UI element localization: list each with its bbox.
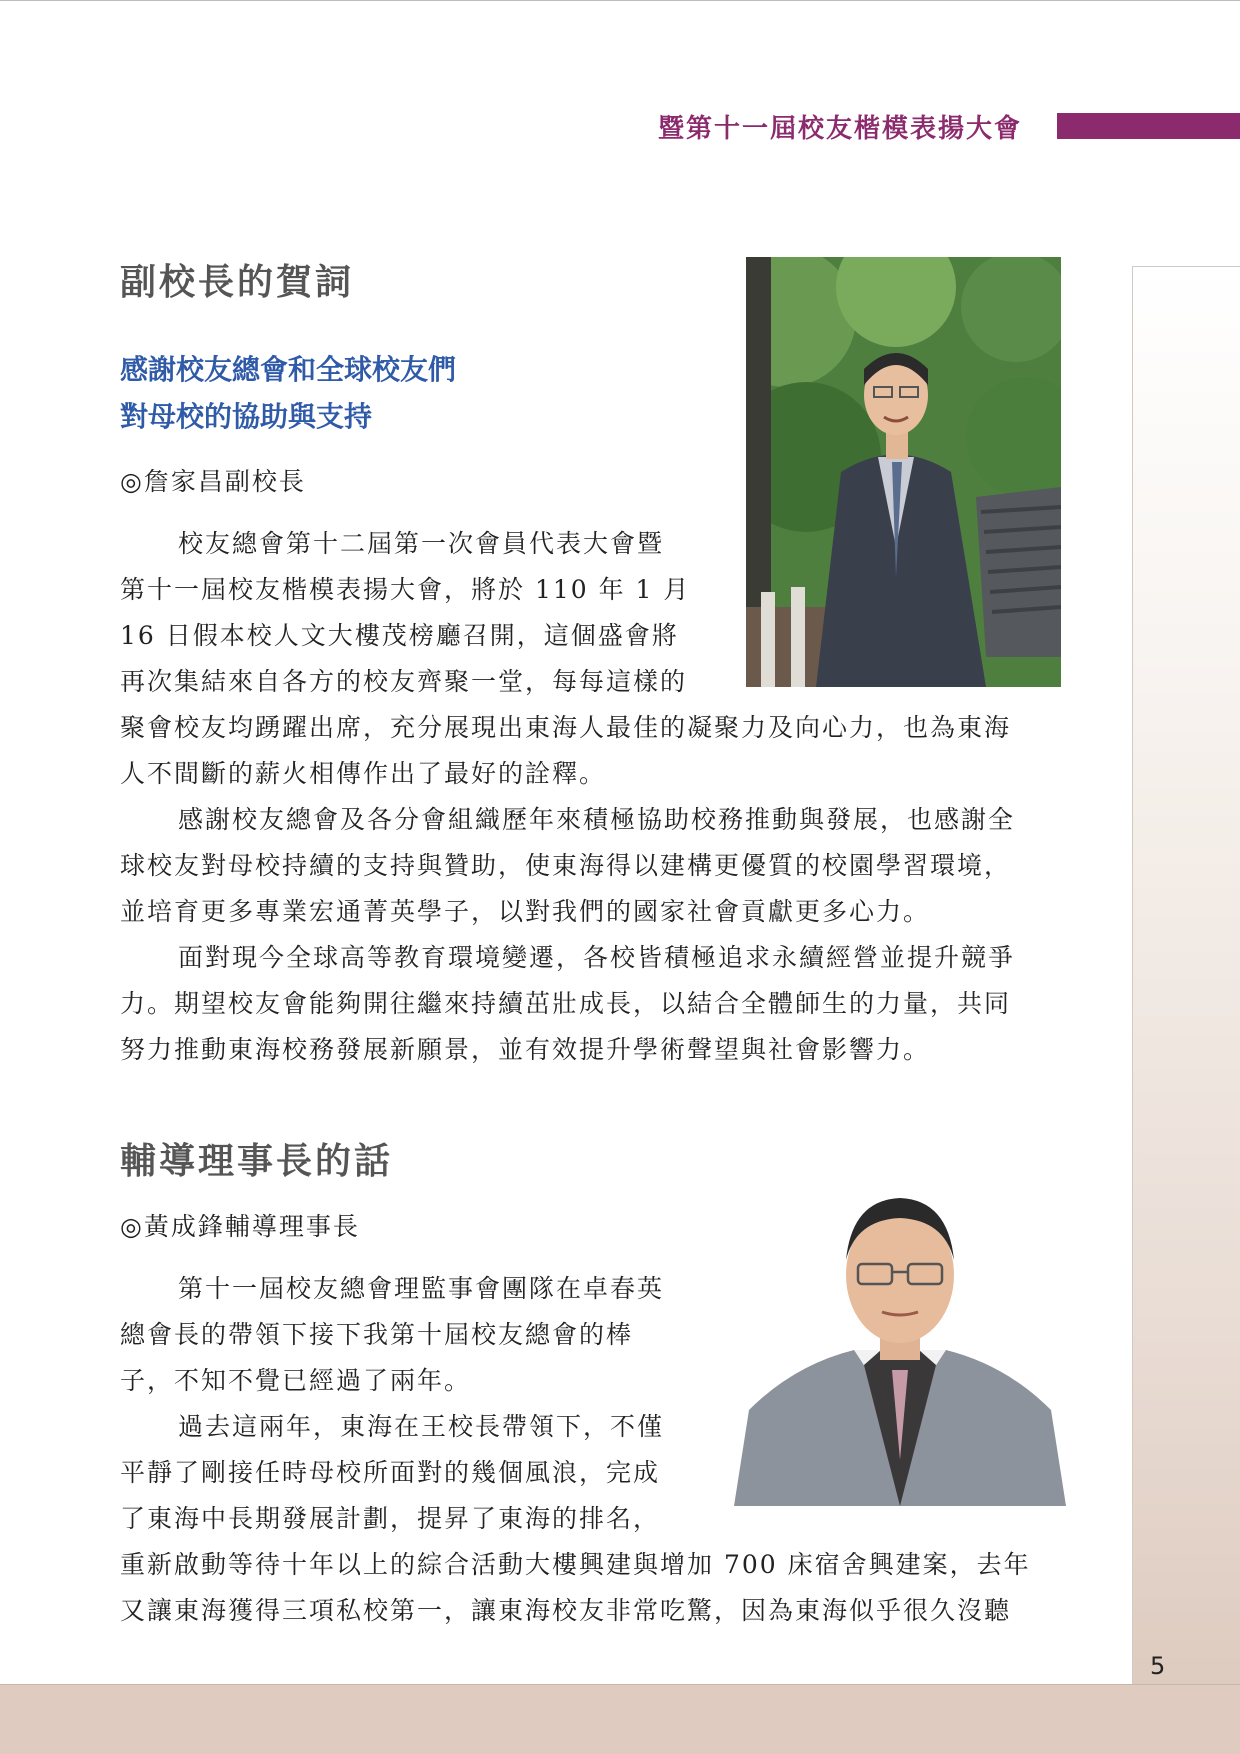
text-line: 平靜了剛接任時母校所面對的幾個風浪，完成 <box>120 1458 661 1487</box>
side-margin-panel <box>1132 266 1240 1754</box>
counselor-chairman-photo <box>734 1160 1066 1506</box>
counselor-chairman-portrait-image <box>734 1160 1066 1506</box>
text-line: 人不間斷的薪火相傳作出了最好的詮釋。 <box>120 759 607 788</box>
text-line: 過去這兩年，東海在王校長帶領下，不僅 <box>178 1412 665 1441</box>
text-line: 努力推動東海校務發展新願景，並有效提升學術聲望與社會影響力。 <box>120 1035 931 1064</box>
text-line: 了東海中長期發展計劃，提昇了東海的排名， <box>120 1504 661 1533</box>
text-line: 第十一屆校友總會理監事會團隊在卓春英 <box>178 1274 665 1303</box>
section1-subtitle <box>120 346 456 440</box>
text-line: 球校友對母校持續的支持與贊助，使東海得以建構更優質的校園學習環境， <box>120 851 1012 880</box>
text-line: 並培育更多專業宏通菁英學子，以對我們的國家社會貢獻更多心力。 <box>120 897 931 926</box>
text-line: 16 日假本校人文大樓茂榜廳召開，這個盛會將 <box>120 621 679 650</box>
vice-president-portrait-image <box>746 257 1061 687</box>
text-line: 面對現今全球高等教育環境變遷，各校皆積極追求永續經營並提升競爭 <box>178 943 1016 972</box>
section1-title: 副校長的賀詞 <box>120 261 355 303</box>
section1-author: ◎詹家昌副校長 <box>120 467 306 496</box>
section2-title: 輔導理事長的話 <box>120 1140 394 1182</box>
text-line: 校友總會第十二屆第一次會員代表大會暨 <box>178 529 665 558</box>
text-line: 子，不知不覺已經過了兩年。 <box>120 1366 472 1395</box>
section1-paragraph-2 <box>120 797 1015 935</box>
section2-paragraph-1 <box>120 1266 664 1404</box>
subtitle-line: 對母校的協助與支持 <box>120 400 373 433</box>
section2-author: ◎黃成鋒輔導理事長 <box>120 1212 360 1241</box>
text-line: 聚會校友均踴躍出席，充分展現出東海人最佳的凝聚力及向心力，也為東海 <box>120 713 1012 742</box>
vice-president-photo <box>746 257 1061 687</box>
section1-paragraph-3 <box>120 935 1015 1073</box>
text-line: 又讓東海獲得三項私校第一，讓東海校友非常吃驚，因為東海似乎很久沒聽 <box>120 1596 1012 1625</box>
text-line: 力。期望校友會能夠開往繼來持續茁壯成長，以結合全體師生的力量，共同 <box>120 989 1012 1018</box>
subtitle-line: 感謝校友總會和全球校友們 <box>120 353 457 386</box>
text-line: 再次集結來自各方的校友齊聚一堂，每每這樣的 <box>120 667 688 696</box>
page-number: 5 <box>1150 1652 1166 1680</box>
text-line: 第十一屆校友楷模表揚大會，將於 110 年 1 月 <box>120 575 691 604</box>
bottom-band <box>0 1684 1240 1754</box>
running-header: 暨第十一屆校友楷模表揚大會 <box>657 114 1022 144</box>
text-line: 總會長的帶領下接下我第十屆校友總會的棒 <box>120 1320 634 1349</box>
text-line: 重新啟動等待十年以上的綜合活動大樓興建與增加 700 床宿舍興建案，去年 <box>120 1550 1031 1579</box>
text-line: 感謝校友總會及各分會組織歷年來積極協助校務推動與發展，也感謝全 <box>178 805 1016 834</box>
header-accent-bar <box>1057 113 1240 139</box>
top-border <box>0 0 1240 1</box>
